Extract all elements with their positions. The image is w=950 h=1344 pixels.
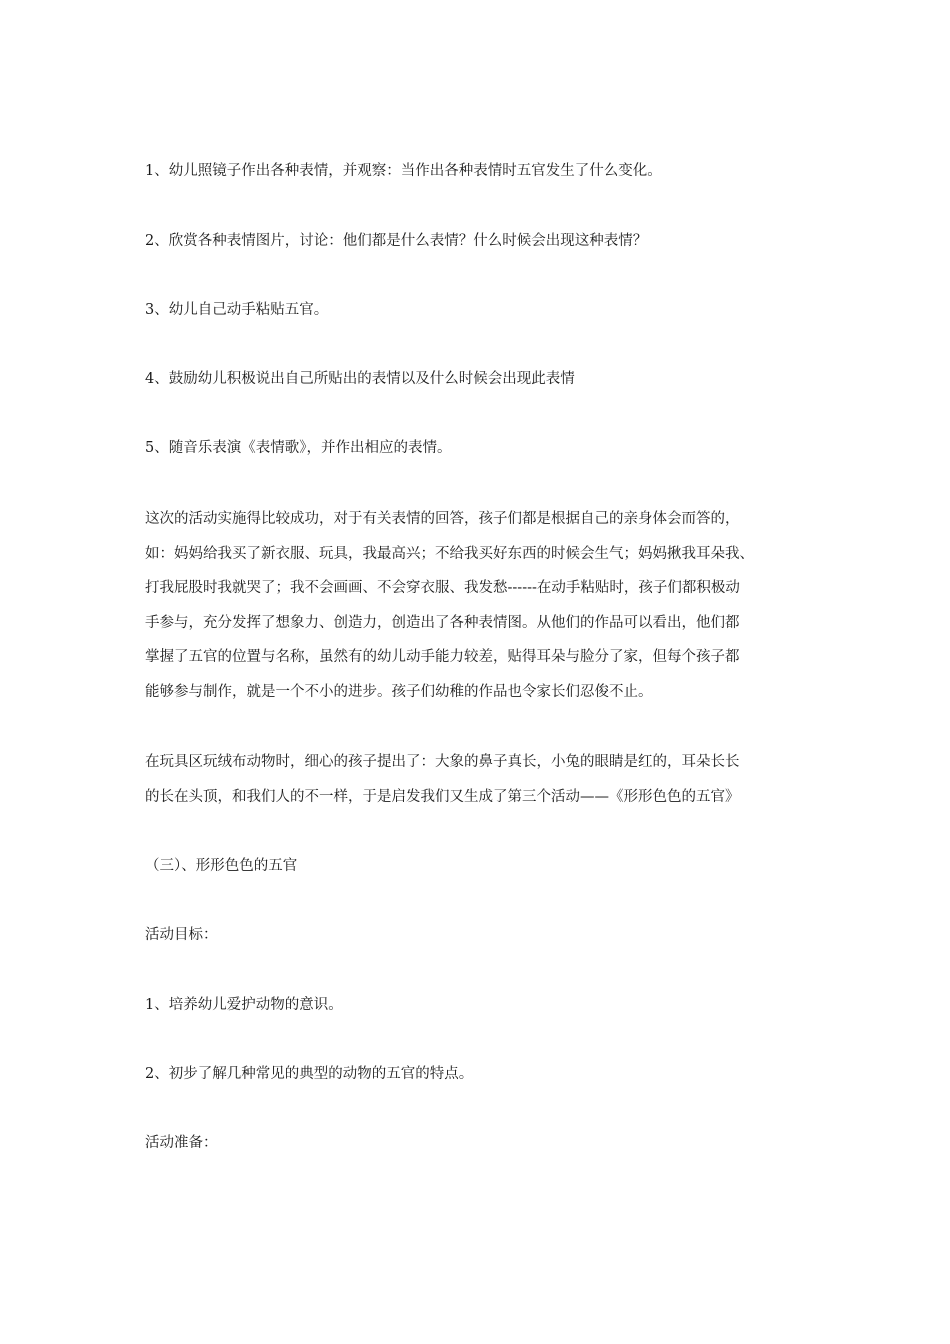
reflection-paragraph xyxy=(145,502,810,709)
reflection-line: 手参与，充分发挥了想象力、创造力，创造出了各种表情图。从他们的作品可以看出，他们都 xyxy=(145,614,740,631)
transition-line: 在玩具区玩绒布动物时，细心的孩子提出了：大象的鼻子真长，小兔的眼睛是红的，耳朵长长 xyxy=(145,754,740,770)
goal-1: 1、培养幼儿爱护动物的意识。 xyxy=(145,997,343,1013)
reflection-line: 能够参与制作，就是一个不小的进步。孩子们幼稚的作品也令家长们忍俊不止。 xyxy=(145,683,653,700)
reflection-line: 掌握了五官的位置与名称，虽然有的幼儿动手能力较差，贴得耳朵与脸分了家，但每个孩子都 xyxy=(145,649,740,665)
section-title: （三）、形形色色的五官 xyxy=(145,858,298,874)
goal-2: 2、初步了解几种常见的典型的动物的五官的特点。 xyxy=(145,1066,474,1082)
goals-heading: 活动目标： xyxy=(145,927,218,943)
step-2: 2、欣赏各种表情图片，讨论：他们都是什么表情？什么时候会出现这种表情？ xyxy=(145,233,648,249)
step-3: 3、幼儿自己动手粘贴五官。 xyxy=(145,302,329,318)
transition-paragraph xyxy=(145,745,810,814)
prep-heading: 活动准备： xyxy=(145,1135,218,1151)
step-1: 1、幼儿照镜子作出各种表情，并观察：当作出各种表情时五官发生了什么变化。 xyxy=(145,163,662,179)
reflection-line: 这次的活动实施得比较成功，对于有关表情的回答，孩子们都是根据自己的亲身体会而答的， xyxy=(145,511,740,527)
step-5: 5、随音乐表演《表情歌》，并作出相应的表情。 xyxy=(145,440,452,456)
transition-line: 的长在头顶，和我们人的不一样，于是启发我们又生成了第三个活动——《形形色色的五官》 xyxy=(145,788,740,805)
reflection-line: 打我屁股时我就哭了；我不会画画、不会穿衣服、我发愁------在动手粘贴时，孩子们都积极动 xyxy=(145,580,740,596)
reflection-line: 如：妈妈给我买了新衣服、玩具，我最高兴；不给我买好东西的时候会生气；妈妈揪我耳朵我、 xyxy=(145,545,754,562)
step-4: 4、鼓励幼儿积极说出自己所贴出的表情以及什么时候会出现此表情 xyxy=(145,371,575,387)
